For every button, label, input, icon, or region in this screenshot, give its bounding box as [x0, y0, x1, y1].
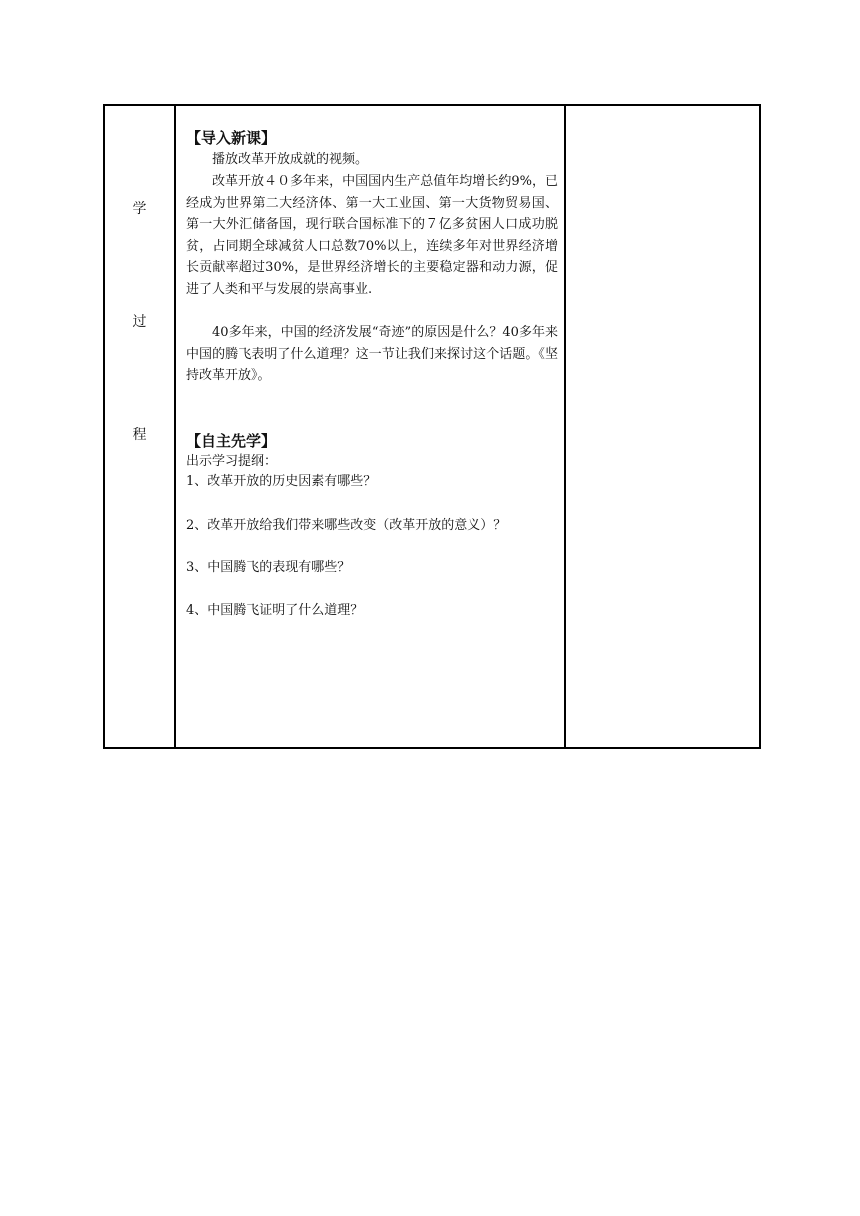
side-label-cell [104, 105, 175, 748]
question-item: 2、改革开放给我们带来哪些改变（改革开放的意义）？ [186, 518, 507, 533]
notes-cell [565, 105, 760, 748]
side-label-char: 程 [132, 427, 147, 443]
question-item: 4、中国腾飞证明了什么道理？ [186, 603, 364, 618]
intro-heading: 【导入新课】 [186, 129, 277, 147]
intro-paragraph: 改革开放４０多年来，中国国内生产总值年均增长约9%，已经成为世界第二大经济体、第一大工业国、第一大货物贸易国、第一大外汇储备国，现行联合国标准下的７亿多贫困人口成功脱贫，占同期全球减贫人口总数70%以上，连续多年对世界经济增长贡献率超过30%，是世界经济增长的主要稳定器和动力源，促进了人类和平与发展的崇高事业. [186, 174, 558, 297]
selfstudy-heading: 【自主先学】 [186, 432, 277, 450]
selfstudy-intro: 出示学习提纲： [186, 454, 278, 469]
table-row [104, 105, 760, 748]
intro-paragraph: 40多年来，中国的经济发展“奇迹”的原因是什么？40多年来中国的腾飞表明了什么道理？这一节让我们来探讨这个话题。《坚持改革开放》。 [186, 325, 558, 384]
question-item: 1、改革开放的历史因素有哪些？ [186, 474, 377, 489]
content-cell [175, 105, 565, 748]
side-label-char: 学 [132, 201, 147, 217]
question-item: 3、中国腾飞的表现有哪些？ [186, 560, 351, 575]
intro-paragraph: 播放改革开放成就的视频。 [212, 152, 369, 167]
lesson-plan-table [103, 104, 761, 749]
side-label-char: 过 [132, 314, 147, 330]
